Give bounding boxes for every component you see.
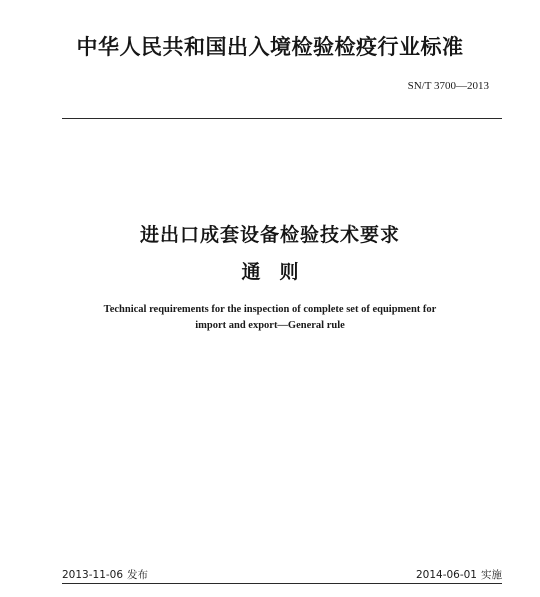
implementation-date-label: 实施 (481, 569, 502, 581)
english-title-line-1: Technical requirements for the inspection of complete set of equipment for (103, 304, 437, 315)
sn-logo-graphic (372, 0, 482, 10)
document-subtitle-chinese: 通 则 (241, 261, 299, 283)
bottom-divider (62, 583, 502, 584)
document-title-english (20, 302, 520, 334)
implementation-date-value: 2014-06-01 (415, 569, 477, 581)
issue-date-label: 发布 (127, 569, 149, 581)
english-title-line-2: import and export—General rule (195, 320, 345, 331)
sn-logo (372, 0, 482, 10)
top-divider (62, 118, 502, 119)
implementation-date (416, 567, 502, 582)
standard-organization-title: 中华人民共和国出入境检验检疫行业标准 (76, 35, 464, 59)
issue-date-value: 2013-11-06 (62, 569, 124, 581)
standard-number: SN/T 3700—2013 (407, 80, 489, 92)
document-title-chinese: 进出口成套设备检验技术要求 (139, 224, 400, 246)
issue-date (62, 567, 148, 582)
